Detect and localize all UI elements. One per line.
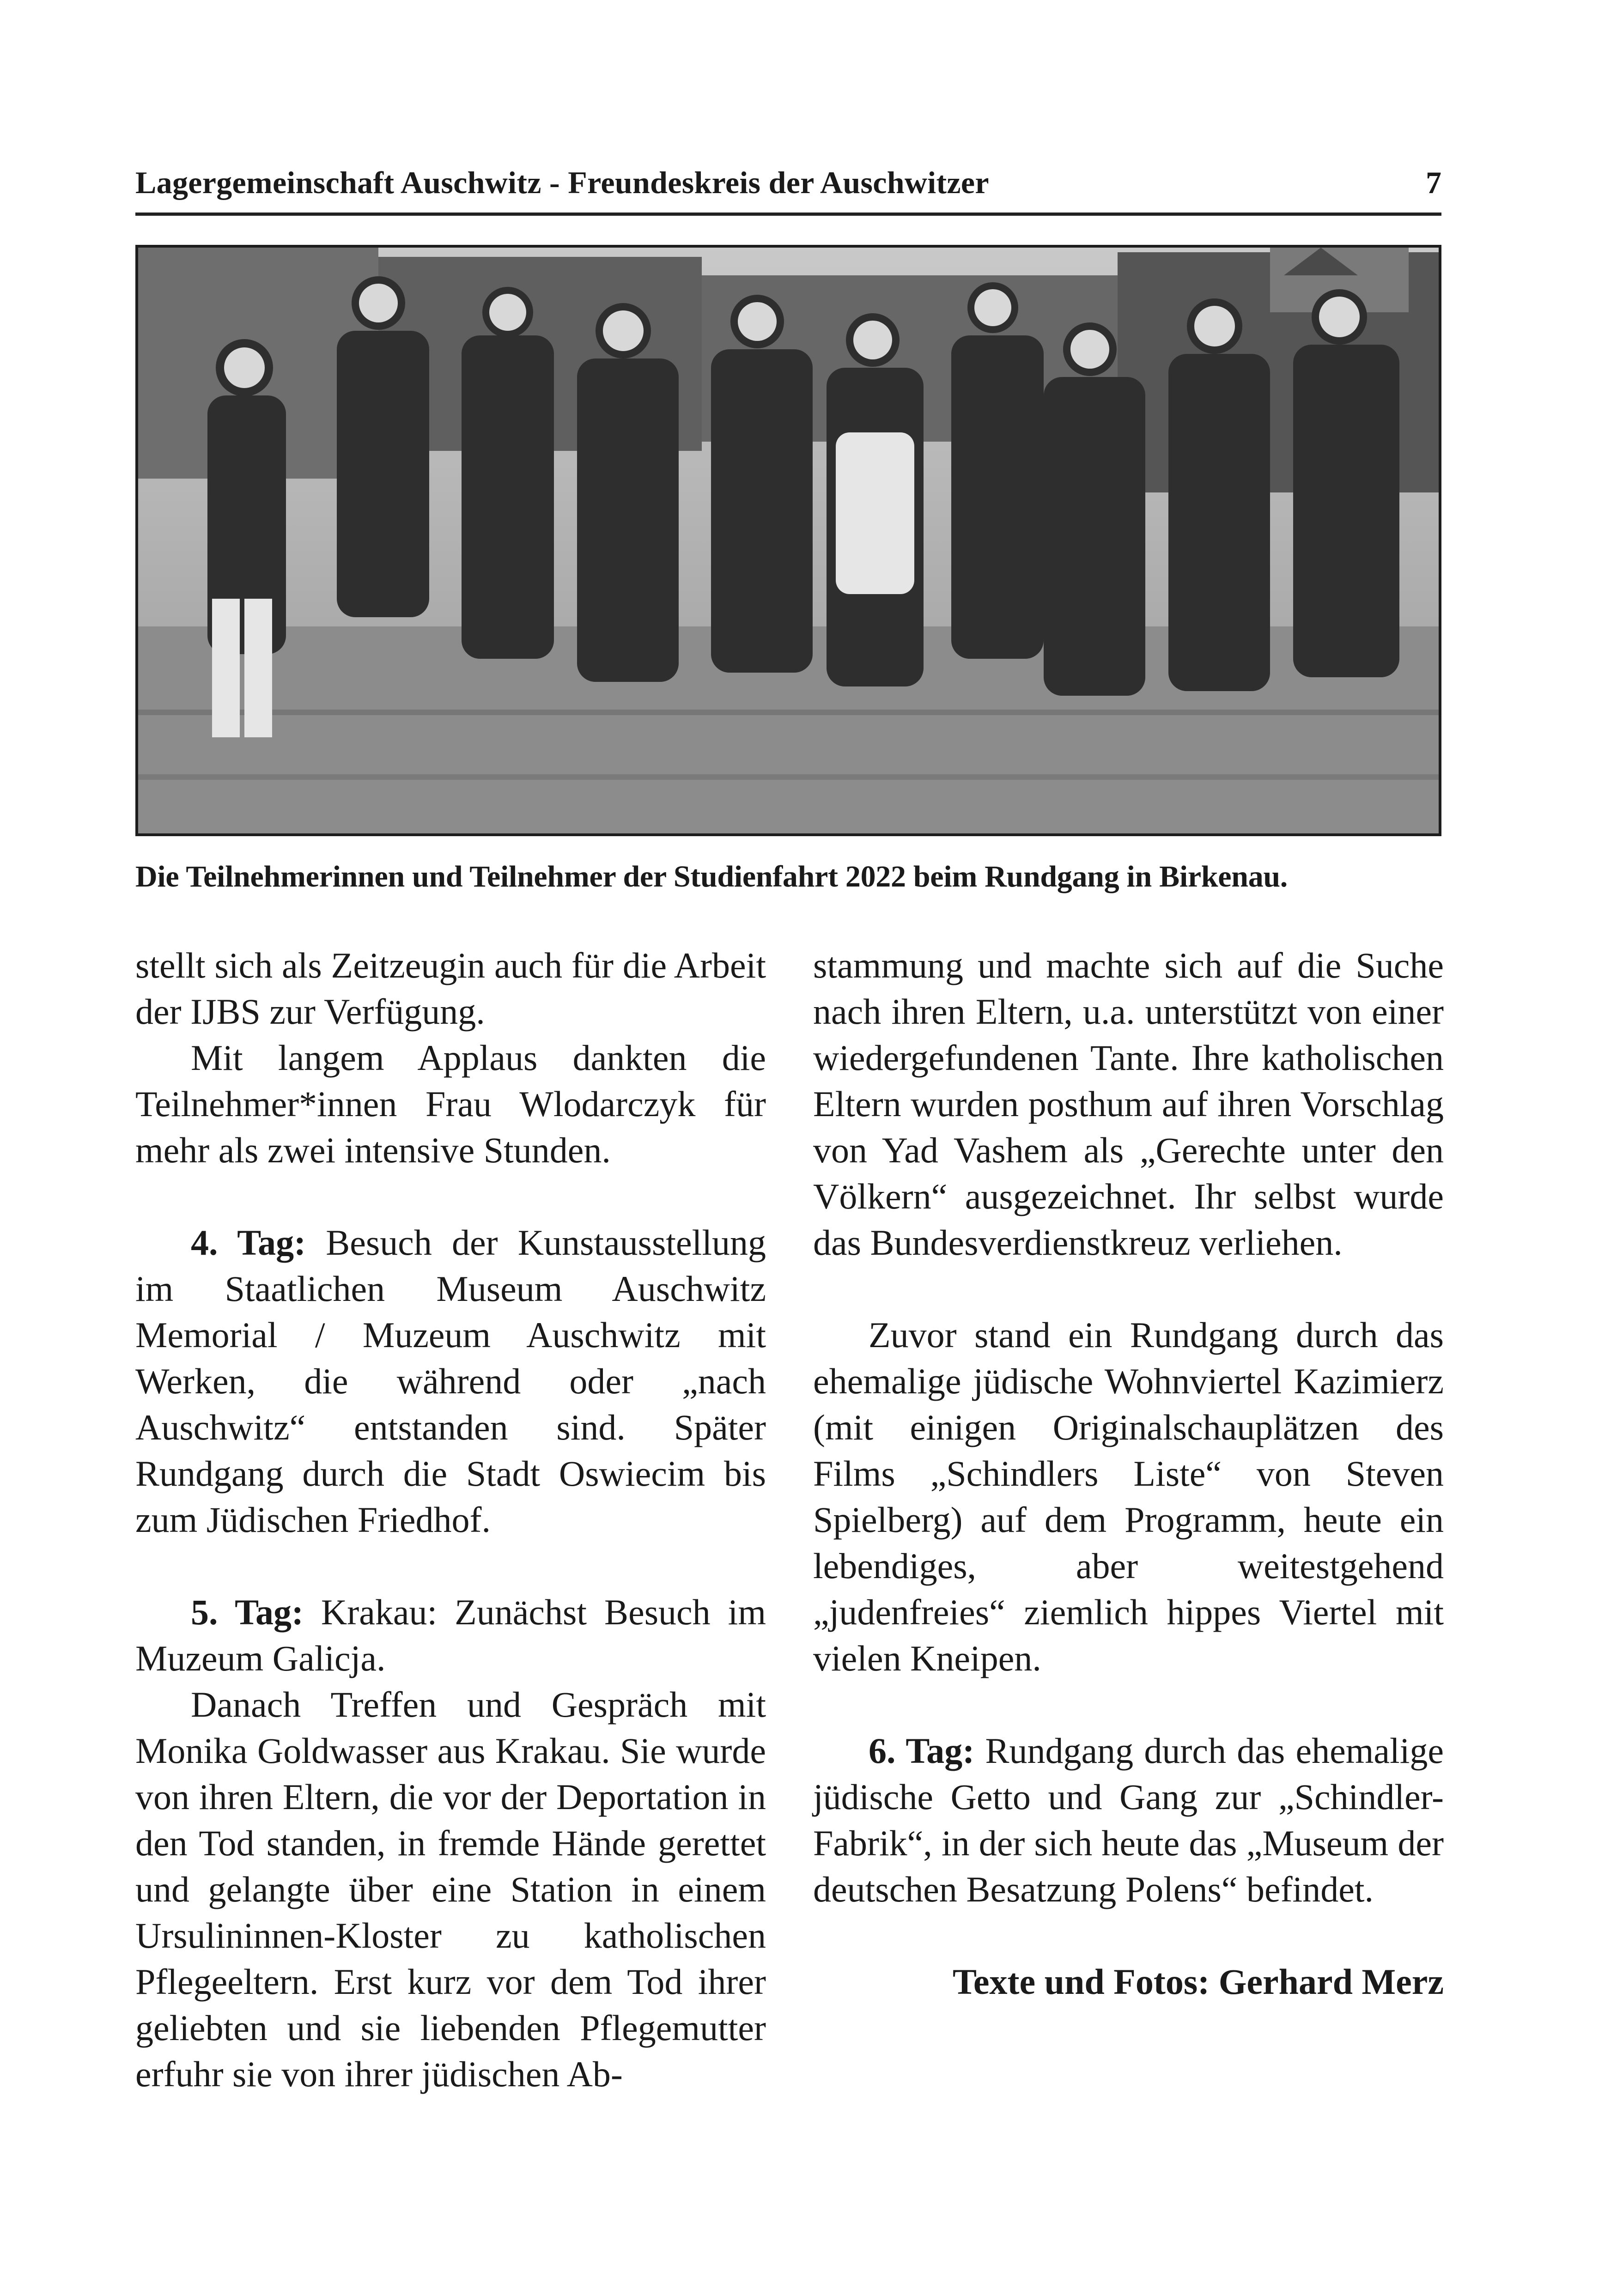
day-label: 4. Tag: [191, 1222, 306, 1263]
paragraph: Danach Treffen und Gespräch mit Monika Goldwasser aus Krakau. Sie wurde von ihren Eltern, die vor der Deportation in den Tod standen, in fremde Hände gerettet und gelangte über eine Station in einem Ursulininnen-Kloster zu katholischen Pflegeeltern. Erst kurz vor dem Tod ihrer geliebten und sie liebenden Pflegemutter erfuhr sie von ihrer jüdischen Ab- [135, 1684, 766, 2094]
photo-caption: Die Teilnehmerinnen und Teilnehmer der Studienfahrt 2022 beim Rundgang in Birkenau. [135, 860, 1288, 893]
day-text: Besuch der Kunstausstellung im Staatlichen Museum Auschwitz Memorial / Muzeum Auschwitz mit Werken, die während oder „nach Auschwitz“ entstanden sind. Später Rundgang durch die Stadt Oswiecim bis zum Jüdischen Friedhof. [135, 1222, 766, 1540]
paragraph: Mit langem Applaus dankten die Teilnehmer*innen Frau Wlodarczyk für mehr als zwei intensive Stunden. [135, 1038, 766, 1170]
day-text: Rundgang durch das ehemalige jüdische Getto und Gang zur „Schindler-Fabrik“, in der sich heute das „Museum der deutschen Besatzung Polens“ befindet. [813, 1731, 1444, 1909]
group-photo [135, 245, 1441, 836]
paragraph-day-6 [813, 1728, 1444, 1913]
header-title: Lagergemeinschaft Auschwitz - Freundeskreis der Auschwitzer [135, 165, 989, 200]
paragraph-day-5 [135, 1589, 766, 1682]
paragraph-day-4 [135, 1220, 766, 1543]
paragraph: stammung und machte sich auf die Suche nach ihren Eltern, u.a. unterstützt von einer wiedergefundenen Tante. Ihre katholischen Eltern wurden posthum auf ihren Vorschlag von Yad Vashem als „Gerechte unter den Völkern“ ausgezeichnet. Ihr selbst wurde das Bundesverdienstkreuz verliehen. [813, 945, 1444, 1263]
paragraph: stellt sich als Zeitzeugin auch für die Arbeit der IJBS zur Verfügung. [135, 945, 766, 1032]
right-column [813, 942, 1444, 2005]
left-column [135, 942, 766, 2097]
paragraph: Zuvor stand ein Rundgang durch das ehemalige jüdische Wohnviertel Kazimierz (mit einigen Originalschauplätzen des Films „Schindlers Liste“ von Steven Spielberg) auf dem Programm, heute ein lebendiges, aber weitestgehend „judenfreies“ ziemlich hippes Viertel mit vielen Kneipen. [813, 1315, 1444, 1678]
day-label: 6. Tag: [869, 1731, 975, 1771]
page-number: 7 [1426, 165, 1441, 200]
page-header [135, 162, 1441, 216]
author-byline: Texte und Fotos: Gerhard Merz [953, 1962, 1444, 2002]
day-text: Krakau: Zunächst Besuch im Muzeum Galicja. [135, 1592, 766, 1678]
day-label: 5. Tag: [191, 1592, 304, 1632]
